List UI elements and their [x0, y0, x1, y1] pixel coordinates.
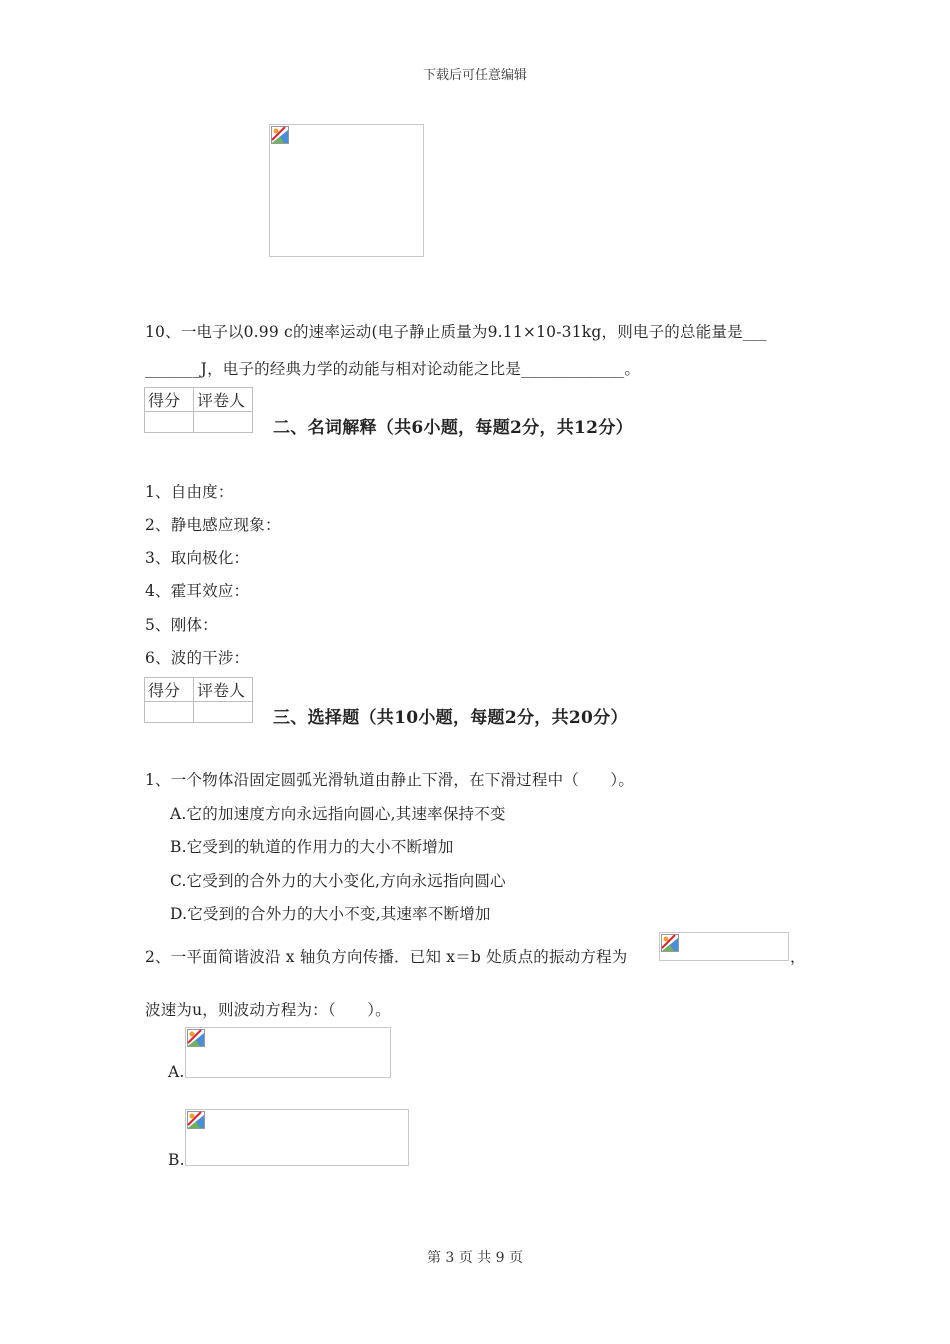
- page-footer: 第 3 页 共 9 页: [426, 1250, 524, 1266]
- score-cell: [145, 412, 194, 433]
- score-table: [144, 387, 253, 433]
- question-2-line2: 波速为u，则波动方程为：（ ）。: [145, 1001, 391, 1019]
- term-item: 1、自由度：: [145, 483, 234, 501]
- broken-image-icon: [187, 1111, 205, 1129]
- term-item: 6、波的干涉：: [145, 649, 250, 667]
- broken-image-icon: [661, 934, 679, 952]
- question-2-stem-end: ，: [790, 948, 806, 966]
- option-d: D.它受到的合外力的大小不变,其速率不断增加: [170, 905, 491, 923]
- reviewer-label: 评卷人: [194, 678, 253, 702]
- score-cell: [145, 702, 194, 723]
- term-item: 3、取向极化：: [145, 549, 250, 567]
- question-10-line2: _______J，电子的经典力学的动能与相对论动能之比是_____________。: [145, 360, 641, 378]
- option-b-label: B.: [168, 1151, 185, 1169]
- option-b: B.它受到的轨道的作用力的大小不断增加: [170, 838, 454, 856]
- question-10-line1: 10、一电子以0.99 c的速率运动(电子静止质量为9.11×10-31kg，则电子的总能量是___: [145, 323, 767, 341]
- term-item: 5、刚体：: [145, 616, 218, 634]
- option-a: A.它的加速度方向永远指向圆心,其速率保持不变: [170, 805, 506, 823]
- equation-image-placeholder: [659, 932, 789, 961]
- section-2-title: 二、名词解释（共6小题，每题2分，共12分）: [273, 418, 633, 438]
- score-label: 得分: [145, 678, 194, 702]
- option-c: C.它受到的合外力的大小变化,方向永远指向圆心: [170, 872, 506, 890]
- option-b-image-placeholder: [185, 1109, 409, 1166]
- broken-image-icon: [271, 126, 289, 144]
- option-a-label: A.: [168, 1063, 185, 1081]
- page-header: 下载后可任意编辑: [422, 68, 527, 83]
- question-1-stem: 1、一个物体沿固定圆弧光滑轨道由静止下滑，在下滑过程中（ ）。: [145, 771, 635, 789]
- reviewer-cell: [194, 412, 253, 433]
- term-item: 4、霍耳效应：: [145, 582, 250, 600]
- section-3-title: 三、选择题（共10小题，每题2分，共20分）: [273, 708, 628, 728]
- question-2-stem: 2、一平面简谐波沿 x 轴负方向传播．已知 x＝b 处质点的振动方程为: [145, 948, 628, 966]
- reviewer-cell: [194, 702, 253, 723]
- term-item: 2、静电感应现象：: [145, 516, 281, 534]
- figure-image-placeholder: [269, 124, 424, 257]
- score-label: 得分: [145, 388, 194, 412]
- option-a-image-placeholder: [185, 1027, 391, 1078]
- reviewer-label: 评卷人: [194, 388, 253, 412]
- broken-image-icon: [187, 1029, 205, 1047]
- score-table: [144, 677, 253, 723]
